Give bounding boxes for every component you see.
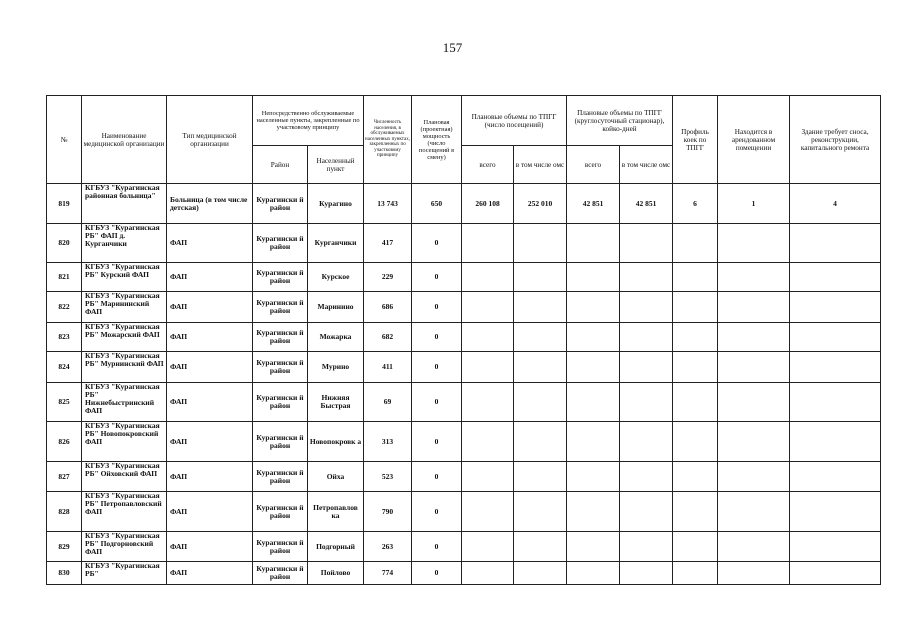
rented-cell: [718, 323, 790, 352]
capacity-cell: 0: [412, 263, 462, 292]
table-row: [47, 562, 881, 585]
beds-oms-cell: 42 851: [620, 184, 673, 224]
visits-total-cell: [462, 422, 514, 462]
beds-total-cell: [567, 492, 620, 532]
visits-oms-cell: [514, 562, 567, 585]
visits-oms-cell: 252 010: [514, 184, 567, 224]
capacity-cell: 0: [412, 492, 462, 532]
bed-profile-cell: [673, 532, 718, 562]
visits-total-cell: [462, 224, 514, 263]
settlement-cell: Новопокровк а: [308, 422, 364, 462]
row-number-cell: 821: [47, 263, 82, 292]
visits-total-cell: [462, 323, 514, 352]
row-number-cell: 824: [47, 352, 82, 383]
rented-cell: [718, 352, 790, 383]
beds-total-cell: [567, 352, 620, 383]
repair-cell: [790, 263, 881, 292]
header-capacity: Плановая (проектная) мощность (число посещений в смену): [412, 96, 462, 184]
org-name-cell: КГБУЗ "Курагинская РБ" Нижнебыстринский ФАП: [82, 383, 167, 422]
population-cell: 774: [364, 562, 412, 585]
district-cell: Курагински й район: [253, 352, 308, 383]
header-visits-oms: в том числе омс: [514, 146, 567, 184]
settlement-cell: Ойха: [308, 462, 364, 492]
bed-profile-cell: [673, 263, 718, 292]
population-cell: 790: [364, 492, 412, 532]
header-served-settlements: Непосредственно обслуживаемые населенные пункты, закрепленные по участковому принципу: [253, 96, 364, 146]
header-tpgg-visits: Плановые объемы по ТПГГ (число посещений): [462, 96, 567, 146]
beds-total-cell: [567, 422, 620, 462]
capacity-cell: 0: [412, 462, 462, 492]
beds-total-cell: [567, 532, 620, 562]
repair-cell: [790, 352, 881, 383]
capacity-cell: 0: [412, 292, 462, 323]
capacity-cell: 0: [412, 562, 462, 585]
settlement-cell: Курское: [308, 263, 364, 292]
district-cell: Курагински й район: [253, 492, 308, 532]
district-cell: Курагински й район: [253, 263, 308, 292]
population-cell: 411: [364, 352, 412, 383]
settlement-cell: Мурино: [308, 352, 364, 383]
beds-oms-cell: [620, 383, 673, 422]
visits-oms-cell: [514, 422, 567, 462]
rented-cell: [718, 263, 790, 292]
bed-profile-cell: [673, 562, 718, 585]
org-type-cell: ФАП: [167, 532, 253, 562]
visits-oms-cell: [514, 292, 567, 323]
beds-oms-cell: [620, 462, 673, 492]
visits-oms-cell: [514, 224, 567, 263]
header-tpgg-beds: Плановые объемы по ТПГГ (круглосуточный стационар), койко-дней: [567, 96, 673, 146]
capacity-cell: 650: [412, 184, 462, 224]
row-number-cell: 819: [47, 184, 82, 224]
beds-oms-cell: [620, 562, 673, 585]
rented-cell: [718, 292, 790, 323]
population-cell: 682: [364, 323, 412, 352]
population-cell: 417: [364, 224, 412, 263]
row-number-cell: 823: [47, 323, 82, 352]
repair-cell: [790, 224, 881, 263]
settlement-cell: Подгорный: [308, 532, 364, 562]
population-cell: 229: [364, 263, 412, 292]
rented-cell: 1: [718, 184, 790, 224]
org-type-cell: ФАП: [167, 263, 253, 292]
table-row: [47, 224, 881, 263]
row-number-cell: 829: [47, 532, 82, 562]
capacity-cell: 0: [412, 224, 462, 263]
org-name-cell: КГБУЗ "Курагинская РБ" Ойховский ФАП: [82, 462, 167, 492]
capacity-cell: 0: [412, 532, 462, 562]
table-row: [47, 292, 881, 323]
rented-cell: [718, 532, 790, 562]
table-row: [47, 263, 881, 292]
district-cell: Курагински й район: [253, 462, 308, 492]
district-cell: Курагински й район: [253, 562, 308, 585]
visits-total-cell: [462, 292, 514, 323]
header-visits-total: всего: [462, 146, 514, 184]
visits-oms-cell: [514, 492, 567, 532]
repair-cell: [790, 383, 881, 422]
org-name-cell: КГБУЗ "Курагинская РБ": [82, 562, 167, 585]
beds-total-cell: [567, 224, 620, 263]
beds-oms-cell: [620, 224, 673, 263]
org-name-cell: КГБУЗ "Курагинская РБ" ФАП д. Курганчики: [82, 224, 167, 263]
bed-profile-cell: [673, 383, 718, 422]
beds-total-cell: [567, 292, 620, 323]
org-type-cell: ФАП: [167, 562, 253, 585]
org-type-cell: ФАП: [167, 292, 253, 323]
population-cell: 13 743: [364, 184, 412, 224]
repair-cell: [790, 323, 881, 352]
row-number-cell: 828: [47, 492, 82, 532]
repair-cell: 4: [790, 184, 881, 224]
table-row: [47, 184, 881, 224]
row-number-cell: 830: [47, 562, 82, 585]
medical-organizations-table: [46, 95, 881, 585]
rented-cell: [718, 422, 790, 462]
org-name-cell: КГБУЗ "Курагинская районная больница": [82, 184, 167, 224]
capacity-cell: 0: [412, 383, 462, 422]
beds-oms-cell: [620, 323, 673, 352]
repair-cell: [790, 562, 881, 585]
visits-total-cell: [462, 562, 514, 585]
beds-oms-cell: [620, 292, 673, 323]
beds-oms-cell: [620, 492, 673, 532]
org-name-cell: КГБУЗ "Курагинская РБ" Подгорновский ФАП: [82, 532, 167, 562]
settlement-cell: Петропавлов ка: [308, 492, 364, 532]
bed-profile-cell: [673, 422, 718, 462]
header-rented: Находится в арендованном помещении: [718, 96, 790, 184]
table-row: [47, 323, 881, 352]
org-name-cell: КГБУЗ "Курагинская РБ" Курский ФАП: [82, 263, 167, 292]
org-name-cell: КГБУЗ "Курагинская РБ" Можарский ФАП: [82, 323, 167, 352]
visits-total-cell: 260 108: [462, 184, 514, 224]
row-number-cell: 826: [47, 422, 82, 462]
org-type-cell: ФАП: [167, 492, 253, 532]
table-row: [47, 532, 881, 562]
district-cell: Курагински й район: [253, 422, 308, 462]
table-row: [47, 383, 881, 422]
bed-profile-cell: 6: [673, 184, 718, 224]
org-type-cell: ФАП: [167, 462, 253, 492]
district-cell: Курагински й район: [253, 383, 308, 422]
population-cell: 686: [364, 292, 412, 323]
org-type-cell: Больница (в том числе детская): [167, 184, 253, 224]
repair-cell: [790, 492, 881, 532]
org-type-cell: ФАП: [167, 323, 253, 352]
beds-oms-cell: [620, 532, 673, 562]
table-row: [47, 462, 881, 492]
rented-cell: [718, 224, 790, 263]
visits-oms-cell: [514, 462, 567, 492]
visits-total-cell: [462, 263, 514, 292]
district-cell: Курагински й район: [253, 184, 308, 224]
beds-total-cell: [567, 562, 620, 585]
capacity-cell: 0: [412, 323, 462, 352]
table-row: [47, 492, 881, 532]
beds-oms-cell: [620, 422, 673, 462]
visits-total-cell: [462, 462, 514, 492]
rented-cell: [718, 462, 790, 492]
settlement-cell: Маринино: [308, 292, 364, 323]
beds-oms-cell: [620, 352, 673, 383]
org-name-cell: КГБУЗ "Курагинская РБ" Марининский ФАП: [82, 292, 167, 323]
bed-profile-cell: [673, 492, 718, 532]
capacity-cell: 0: [412, 422, 462, 462]
header-org-name: Наименование медицинской организации: [82, 96, 167, 184]
table-row: [47, 352, 881, 383]
bed-profile-cell: [673, 462, 718, 492]
row-number-cell: 822: [47, 292, 82, 323]
visits-total-cell: [462, 352, 514, 383]
visits-total-cell: [462, 492, 514, 532]
population-cell: 313: [364, 422, 412, 462]
population-cell: 263: [364, 532, 412, 562]
row-number-cell: 820: [47, 224, 82, 263]
population-cell: 523: [364, 462, 412, 492]
settlement-cell: Нижняя Быстрая: [308, 383, 364, 422]
beds-oms-cell: [620, 263, 673, 292]
repair-cell: [790, 532, 881, 562]
header-beds-total: всего: [567, 146, 620, 184]
beds-total-cell: [567, 383, 620, 422]
org-type-cell: ФАП: [167, 383, 253, 422]
visits-oms-cell: [514, 263, 567, 292]
bed-profile-cell: [673, 292, 718, 323]
district-cell: Курагински й район: [253, 532, 308, 562]
row-number-cell: 827: [47, 462, 82, 492]
header-settlement: Населенный пункт: [308, 146, 364, 184]
row-number-cell: 825: [47, 383, 82, 422]
capacity-cell: 0: [412, 352, 462, 383]
visits-oms-cell: [514, 532, 567, 562]
beds-total-cell: [567, 323, 620, 352]
visits-oms-cell: [514, 383, 567, 422]
org-name-cell: КГБУЗ "Курагинская РБ" Петропавловский ФАП: [82, 492, 167, 532]
bed-profile-cell: [673, 224, 718, 263]
header-district: Район: [253, 146, 308, 184]
bed-profile-cell: [673, 352, 718, 383]
visits-total-cell: [462, 383, 514, 422]
beds-total-cell: [567, 462, 620, 492]
header-repair: Здание требует сноса, реконструкции, капитального ремонта: [790, 96, 881, 184]
visits-oms-cell: [514, 323, 567, 352]
district-cell: Курагински й район: [253, 224, 308, 263]
district-cell: Курагински й район: [253, 292, 308, 323]
header-beds-oms: в том числе омс: [620, 146, 673, 184]
rented-cell: [718, 562, 790, 585]
repair-cell: [790, 462, 881, 492]
district-cell: Курагински й район: [253, 323, 308, 352]
rented-cell: [718, 383, 790, 422]
page-number: 157: [442, 40, 463, 55]
org-type-cell: ФАП: [167, 422, 253, 462]
settlement-cell: Пойлово: [308, 562, 364, 585]
org-name-cell: КГБУЗ "Курагинская РБ" Мурнинский ФАП: [82, 352, 167, 383]
repair-cell: [790, 292, 881, 323]
bed-profile-cell: [673, 323, 718, 352]
repair-cell: [790, 422, 881, 462]
org-type-cell: ФАП: [167, 224, 253, 263]
visits-oms-cell: [514, 352, 567, 383]
settlement-cell: Курганчики: [308, 224, 364, 263]
header-bed-profile: Профиль коек по ТПГГ: [673, 96, 718, 184]
settlement-cell: Курагино: [308, 184, 364, 224]
org-name-cell: КГБУЗ "Курагинская РБ" Новопокровский ФАП: [82, 422, 167, 462]
org-type-cell: ФАП: [167, 352, 253, 383]
settlement-cell: Можарка: [308, 323, 364, 352]
header-population: Численность населения, в обслуживаемых населенных пунктах, закрепленных по участковому принципу: [364, 96, 412, 184]
visits-total-cell: [462, 532, 514, 562]
table-row: [47, 422, 881, 462]
population-cell: 69: [364, 383, 412, 422]
beds-total-cell: [567, 263, 620, 292]
beds-total-cell: 42 851: [567, 184, 620, 224]
header-org-type: Тип медицинской организации: [167, 96, 253, 184]
header-no: №: [47, 96, 82, 184]
rented-cell: [718, 492, 790, 532]
